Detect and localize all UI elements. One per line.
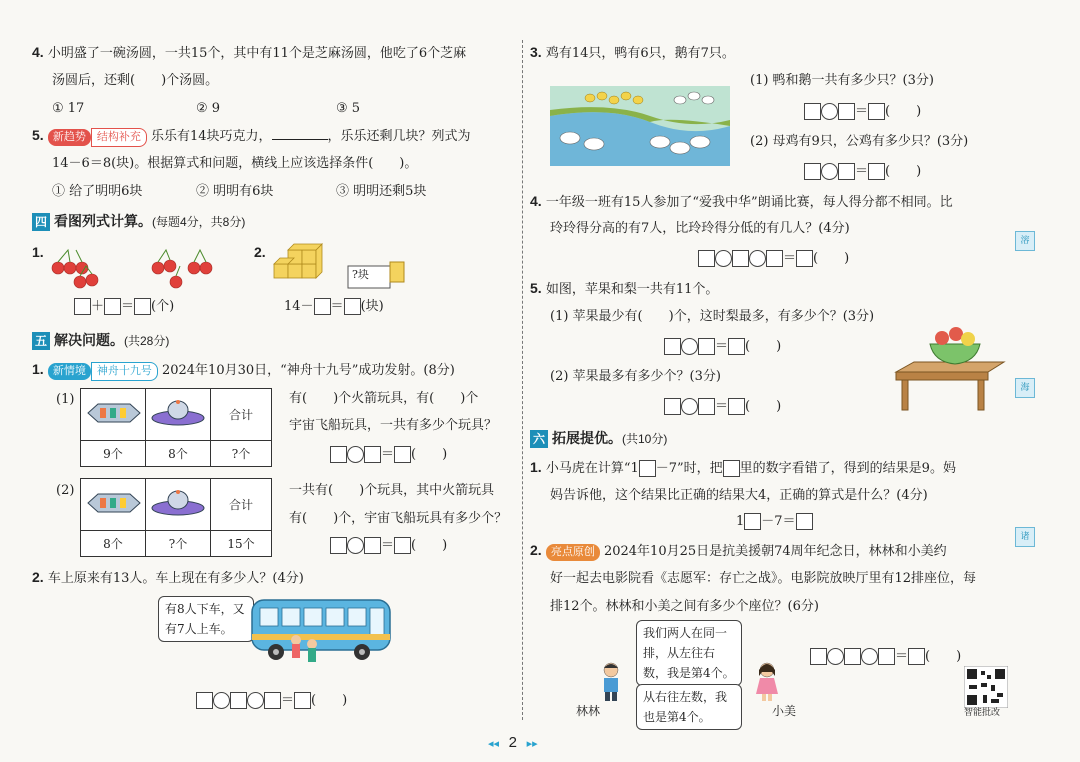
qr-code-icon[interactable] bbox=[964, 666, 1008, 708]
s5q1-part1-line1: 有( )个火箭玩具，有( )个 bbox=[289, 391, 479, 406]
s6-question-1-line2: 妈告诉他，这个结果比正确的结果大4，正确的算式是什么？(4分) bbox=[550, 488, 928, 503]
answer-box[interactable] bbox=[728, 398, 745, 415]
blank-line[interactable] bbox=[272, 139, 328, 140]
answer-box[interactable] bbox=[394, 446, 411, 463]
bus-speech-bubble: 有8人下车，又有7人上车。 bbox=[158, 596, 254, 642]
table2-rocket-count: 8个 bbox=[81, 531, 146, 557]
s4-question-2-num: 2. bbox=[254, 244, 266, 260]
question-4: 4. 小明盛了一碗汤圆，一共15个，其中有11个是芝麻汤圆，他吃了6个芝麻 bbox=[32, 44, 467, 61]
spaceship-toy-cell bbox=[146, 389, 211, 441]
spaceship-icon bbox=[149, 486, 207, 520]
table2-spaceship-count: ?个 bbox=[146, 531, 211, 557]
operator-circle[interactable] bbox=[861, 648, 878, 665]
answer-box[interactable] bbox=[330, 446, 347, 463]
answer-box[interactable] bbox=[134, 298, 151, 315]
section-6-header: 六 拓展提优。(共10分) bbox=[530, 428, 667, 448]
side-tab-1[interactable]: 溶 bbox=[1015, 231, 1035, 251]
prev-page-icon[interactable]: ◂◂ bbox=[488, 738, 500, 750]
toy-table-1 bbox=[80, 388, 272, 467]
s6q2-equation: ＝ ( ) bbox=[810, 648, 961, 665]
xiaomei-speech-bubble: 从右往左数，我也是第4个。 bbox=[636, 684, 742, 730]
s5q1-part1-label: (1) bbox=[56, 392, 75, 407]
answer-box[interactable] bbox=[664, 398, 681, 415]
answer-box[interactable] bbox=[868, 103, 885, 120]
rocket-icon bbox=[84, 486, 142, 520]
operator-circle[interactable] bbox=[681, 398, 698, 415]
operator-circle[interactable] bbox=[347, 446, 364, 463]
table2-total: 15个 bbox=[211, 531, 272, 557]
question-4-line2: 汤圆后，还剩( )个汤圆。 bbox=[52, 73, 219, 88]
answer-box[interactable] bbox=[796, 513, 813, 530]
table2-total-header: 合计 bbox=[211, 479, 272, 531]
answer-box[interactable] bbox=[394, 537, 411, 554]
s6-question-2-line3: 排12个。林林和小美之间有多少个座位？(6分) bbox=[550, 599, 819, 614]
tag-shenzhou: 神舟十九号 bbox=[91, 362, 158, 381]
answer-box[interactable] bbox=[364, 537, 381, 554]
answer-box[interactable] bbox=[230, 692, 247, 709]
r-q3-sub2-equation: ＝ ( ) bbox=[804, 163, 921, 180]
linlin-speech-bubble: 我们两人在同一排，从左往右数，我是第4个。 bbox=[636, 620, 742, 686]
spaceship-icon bbox=[149, 396, 207, 430]
table1-rocket-count: 9个 bbox=[81, 441, 146, 467]
answer-box[interactable] bbox=[878, 648, 895, 665]
q5-option-1[interactable]: ① 给了明明6块 bbox=[52, 184, 143, 199]
answer-box[interactable] bbox=[810, 648, 827, 665]
cherries-illustration bbox=[48, 246, 218, 291]
r-question-4: 4. 一年级一班有15人参加了“爱我中华”朗诵比赛，每人得分都不相同。比 bbox=[530, 193, 953, 210]
r-q4-equation: ＝ ( ) bbox=[698, 250, 849, 267]
answer-box[interactable] bbox=[364, 446, 381, 463]
cube-label: ?块 bbox=[352, 268, 369, 281]
s6-question-2-line2: 好一起去电影院看《志愿军：存亡之战》。电影院放映厅里有12排座位，每 bbox=[550, 571, 977, 586]
s4q1-equation: ＋ ＝ (个) bbox=[74, 298, 174, 315]
rocket-toy-cell bbox=[81, 389, 146, 441]
toy-table-2 bbox=[80, 478, 272, 557]
answer-box[interactable] bbox=[196, 692, 213, 709]
r-q3-sub2: (2) 母鸡有9只，公鸡有多少只？(3分) bbox=[750, 134, 969, 149]
question-5: 5. 新趋势 结构补充 乐乐有14块巧克力， ，乐乐还剩几块？列式为 bbox=[32, 127, 471, 147]
q5-option-3[interactable]: ③ 明明还剩5块 bbox=[336, 184, 427, 199]
s5q1-part2-label: (2) bbox=[56, 483, 75, 498]
answer-box[interactable] bbox=[314, 298, 331, 315]
bus-illustration bbox=[246, 594, 396, 666]
rocket-icon bbox=[84, 396, 142, 430]
poultry-pond-illustration bbox=[550, 86, 730, 166]
operator-circle[interactable] bbox=[827, 648, 844, 665]
operator-circle[interactable] bbox=[681, 338, 698, 355]
r-q5-sub2: (2) 苹果最多有多少个？(3分) bbox=[550, 369, 721, 384]
answer-box[interactable] bbox=[639, 460, 656, 477]
q5-option-2[interactable]: ② 明明有6块 bbox=[196, 184, 274, 199]
answer-box[interactable] bbox=[664, 338, 681, 355]
answer-box[interactable] bbox=[766, 250, 783, 267]
page-number: 2 bbox=[508, 734, 518, 751]
r-question-4-line2: 玲玲得分高的有7人，比玲玲得分低的有几人？(4分) bbox=[550, 221, 850, 236]
tag-new-context: 新情境 bbox=[48, 363, 91, 380]
answer-box[interactable] bbox=[838, 163, 855, 180]
answer-box[interactable] bbox=[908, 648, 925, 665]
operator-circle[interactable] bbox=[347, 537, 364, 554]
next-page-icon[interactable]: ▸▸ bbox=[526, 738, 538, 750]
column-divider bbox=[522, 40, 523, 720]
section-4-header: 四 看图列式计算。(每题4分，共8分) bbox=[32, 211, 245, 231]
operator-circle[interactable] bbox=[247, 692, 264, 709]
xiaomei-figure bbox=[752, 662, 782, 702]
answer-box[interactable] bbox=[723, 460, 740, 477]
answer-box[interactable] bbox=[804, 163, 821, 180]
answer-box[interactable] bbox=[104, 298, 121, 315]
answer-box[interactable] bbox=[330, 537, 347, 554]
page-footer bbox=[488, 734, 538, 753]
answer-box[interactable] bbox=[804, 103, 821, 120]
s5q1-part1-equation: ＝ ( ) bbox=[330, 446, 447, 463]
qr-label: 智能批改 bbox=[964, 708, 1001, 718]
r-q5-sub2-equation: ＝ ( ) bbox=[664, 398, 781, 415]
s5-question-1: 1. 新情境 神舟十九号 2024年10月30日，“神舟十九号”成功发射。(8分) bbox=[32, 361, 455, 381]
answer-box[interactable] bbox=[698, 398, 715, 415]
operator-circle[interactable] bbox=[749, 250, 766, 267]
s4-question-1-num: 1. bbox=[32, 244, 44, 260]
s6-question-1: 1. 小马虎在计算“1 －7”时，把 里的数字看错了，得到的结果是9。妈 bbox=[530, 459, 956, 476]
s6q1-equation: 1 －7＝ bbox=[736, 513, 813, 530]
table1-total: ?个 bbox=[211, 441, 272, 467]
answer-box[interactable] bbox=[74, 298, 91, 315]
answer-box[interactable] bbox=[698, 250, 715, 267]
r-question-5: 5. 如图，苹果和梨一共有11个。 bbox=[530, 280, 719, 297]
section-5-header: 五 解决问题。(共28分) bbox=[32, 330, 169, 350]
answer-box[interactable] bbox=[838, 103, 855, 120]
table1-spaceship-count: 8个 bbox=[146, 441, 211, 467]
r-question-3: 3. 鸡有14只，鸭有6只，鹅有7只。 bbox=[530, 44, 735, 61]
tag-original: 亮点原创 bbox=[546, 544, 600, 561]
side-tab-2[interactable]: 海 bbox=[1015, 378, 1035, 398]
answer-box[interactable] bbox=[294, 692, 311, 709]
xiaomei-name: 小美 bbox=[772, 704, 797, 718]
s4q2-equation: 14－ ＝ (块) bbox=[284, 299, 384, 314]
linlin-figure bbox=[596, 662, 626, 702]
answer-box[interactable] bbox=[698, 338, 715, 355]
tag-structure: 结构补充 bbox=[91, 128, 147, 147]
answer-box[interactable] bbox=[844, 648, 861, 665]
operator-circle[interactable] bbox=[821, 163, 838, 180]
fruit-bowl-table-illustration bbox=[892, 322, 1012, 412]
s5-question-2: 2. 车上原来有13人。车上现在有多少人？(4分) bbox=[32, 569, 304, 586]
answer-box[interactable] bbox=[868, 163, 885, 180]
table1-total-header: 合计 bbox=[211, 389, 272, 441]
q4-option-2[interactable]: ② 9 bbox=[196, 101, 221, 116]
answer-box[interactable] bbox=[344, 298, 361, 315]
q4-option-1[interactable]: ① 17 bbox=[52, 101, 85, 116]
operator-circle[interactable] bbox=[213, 692, 230, 709]
r-q3-sub1-equation: ＝ ( ) bbox=[804, 103, 921, 120]
rocket-toy-cell bbox=[81, 479, 146, 531]
cubes-illustration bbox=[270, 240, 330, 290]
answer-box[interactable] bbox=[796, 250, 813, 267]
r-q5-sub1-equation: ＝ ( ) bbox=[664, 338, 781, 355]
question-5-line2: 14－6＝8(块)。根据算式和问题，横线上应该选择条件( )。 bbox=[52, 156, 418, 171]
operator-circle[interactable] bbox=[715, 250, 732, 267]
side-tab-3[interactable]: 诸 bbox=[1015, 527, 1035, 547]
answer-box[interactable] bbox=[732, 250, 749, 267]
r-q5-sub1: (1) 苹果最少有( )个，这时梨最多，有多少个？(3分) bbox=[550, 309, 875, 324]
answer-box[interactable] bbox=[728, 338, 745, 355]
s6-question-2: 2. 亮点原创 2024年10月25日是抗美援朝74周年纪念日，林林和小美约 bbox=[530, 542, 947, 559]
q4-option-3[interactable]: ③ 5 bbox=[336, 101, 361, 116]
s5q1-part2-equation: ＝ ( ) bbox=[330, 537, 447, 554]
s5q1-part2-line1: 一共有( )个玩具，其中火箭玩具 bbox=[289, 483, 495, 498]
s5q1-part1-line2: 宇宙飞船玩具，一共有多少个玩具？ bbox=[289, 418, 498, 433]
answer-box[interactable] bbox=[264, 692, 281, 709]
operator-circle[interactable] bbox=[821, 103, 838, 120]
tag-new-trend: 新趋势 bbox=[48, 129, 91, 146]
s5q1-part2-line2: 有( )个，宇宙飞船玩具有多少个？ bbox=[289, 511, 508, 526]
s5q2-equation: ＝ ( ) bbox=[196, 692, 347, 709]
linlin-name: 林林 bbox=[576, 704, 601, 718]
r-q3-sub1: (1) 鸭和鹅一共有多少只？(3分) bbox=[750, 73, 934, 88]
answer-box[interactable] bbox=[744, 513, 761, 530]
spaceship-toy-cell bbox=[146, 479, 211, 531]
